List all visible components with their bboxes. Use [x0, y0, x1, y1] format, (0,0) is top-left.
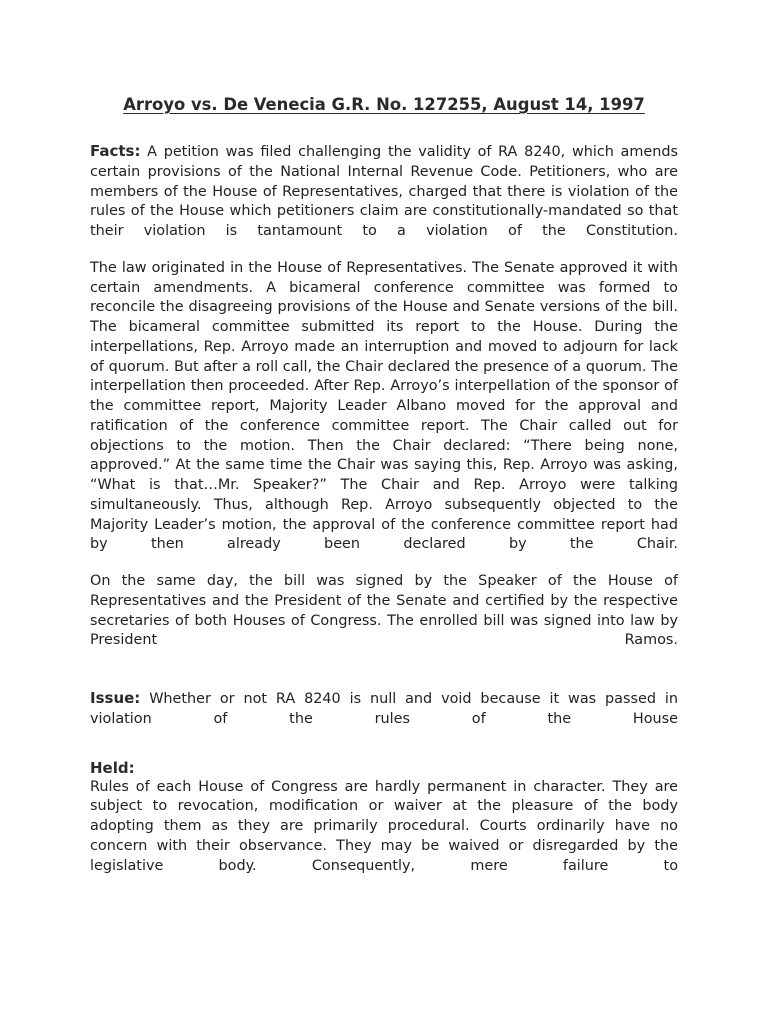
paragraph-spacer	[90, 242, 678, 259]
document-title: Arroyo vs. De Venecia G.R. No. 127255, August 14, 1997	[123, 95, 645, 114]
paragraph-spacer	[90, 555, 678, 572]
facts-paragraph-2: The law originated in the House of Representatives. The Senate approved it with certain amendments. A bicameral conference committee was formed to reconcile the disagreeing provisions of the House and Senate versions of the bill. The bicameral committee submitted its report to the House. During the interpellations, Rep. Arroyo made an interruption and moved to adjourn for lack of quorum. But after a roll call, the Chair declared the presence of a quorum. The interpellation then proceeded. After Rep. Arroyo’s interpellation of the sponsor of the committee report, Majority Leader Albano moved for the approval and ratification of the conference committee report. The Chair called out for objections to the motion. Then the Chair declared: “There being none, approved.” At the same time the Chair was saying this, Rep. Arroyo was asking, “What is that…Mr. Speaker?” The Chair and Rep. Arroyo were talking simultaneously. Thus, although Rep. Arroyo subsequently objected to the Majority Leader’s motion, the approval of the conference committee report had by then already been declared by the Chair.	[90, 259, 678, 553]
facts-paragraph-1-text: A petition was filed challenging the validity of RA 8240, which amends certain provisions of the National Internal Revenue Code. Petitioners, who are members of the House of Representatives, charged that there is violation of the rules of the House which petitioners claim are constitutionally-mandated so that their violation is tantamount to a violation of the Constitution.	[90, 144, 678, 239]
issue-paragraph	[90, 689, 678, 730]
issue-text: Whether or not RA 8240 is null and void because it was passed in violation of the rules of the House	[90, 691, 678, 727]
facts-paragraph	[90, 142, 678, 242]
section-spacer	[90, 651, 678, 689]
issue-label: Issue:	[90, 689, 141, 707]
held-label: Held:	[90, 758, 135, 777]
facts-paragraph-3: On the same day, the bill was signed by the Speaker of the House of Representatives and the President of the Senate and certified by the respective secretaries of both Houses of Congress. The enrolled bill was signed into law by President Ramos.	[90, 573, 678, 649]
facts-label: Facts:	[90, 142, 141, 160]
section-spacer	[90, 730, 678, 758]
held-paragraph: Rules of each House of Congress are hardly permanent in character. They are subject to revocation, modification or waiver at the pleasure of the body adopting them as they are primarily procedural. Courts ordinarily have no concern with their observance. They may be waived or disregarded by the legislative body. Consequently, mere failure to	[90, 778, 678, 874]
